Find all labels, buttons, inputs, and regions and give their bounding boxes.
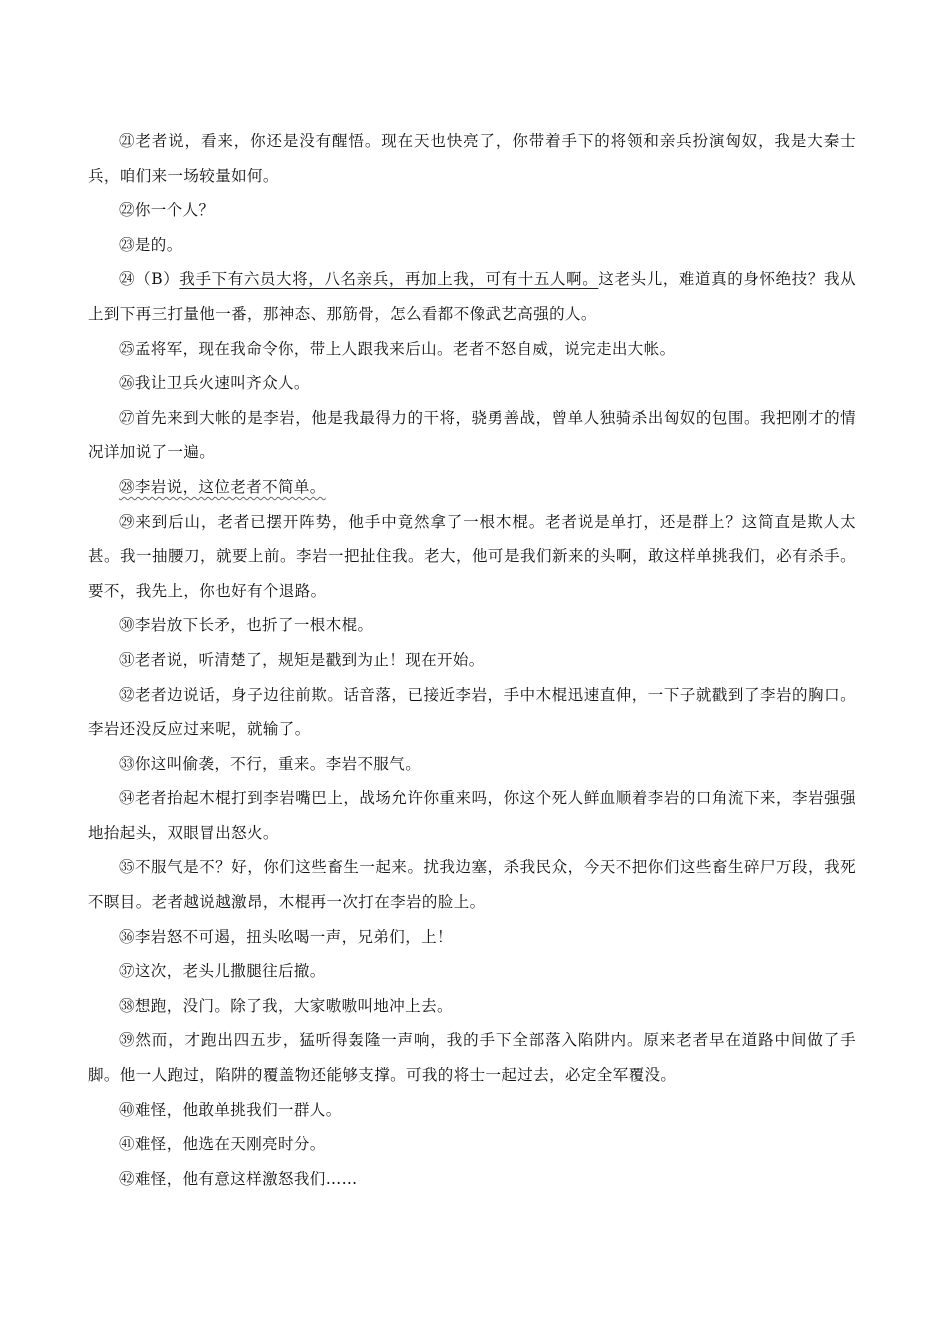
paragraph-26: ㉖我让卫兵火速叫齐众人。 [119,374,310,393]
paragraph-24-rest: 这老头儿，难道真的身怀绝技？我从上到下再三打量他一番，那神态、那筋骨，怎么看都不像武艺高强的人。 [88,270,856,323]
paragraph-39: ㊴然而，才跑出四五步，猛听得轰隆一声响，我的手下全部落入陷阱内。原来老者早在道路中间做了手脚。他一人跑过，陷阱的覆盖物还能够支撑。可我的将士一起过去，必定全军覆没。 [88,1031,856,1085]
story-text [88,124,856,1196]
paragraph-21: ㉑老者说，看来，你还是没有醒悟。现在天也快亮了，你带着手下的将领和亲兵扮演匈奴，我是大秦士兵，咱们来一场较量如何。 [88,132,856,185]
paragraph-34: ㉞老者抬起木棍打到李岩嘴巴上，战场允许你重来吗，你这个死人鲜血顺着李岩的口角流下来，李岩强强地抬起头，双眼冒出怒火。 [88,789,856,842]
paragraph-40: ㊵难怪，他敢单挑我们一群人。 [119,1100,342,1119]
paragraph-38: ㊳想跑，没门。除了我，大家嗷嗷叫地冲上去。 [119,996,453,1015]
wavy-underlined-sentence: ㉘李岩说，这位老者不简单。 [119,477,326,496]
paragraph-31: ㉛老者说，听清楚了，规矩是戳到为止！现在开始。 [119,650,485,669]
paragraph-37: ㊲这次，老头儿撒腿往后撤。 [119,962,326,981]
paragraph-35: ㉟不服气是不？好，你们这些畜生一起来。扰我边塞，杀我民众，今天不把你们这些畜生碎尸万段，我死不瞑目。老者越说越激昂，木棍再一次打在李岩的脸上。 [88,858,856,912]
paragraph-22: ㉒你一个人？ [119,201,215,220]
paragraph-30: ㉚李岩放下长矛，也折了一根木棍。 [119,616,374,635]
paragraph-36: ㊱李岩怒不可遏，扭头吆喝一声，兄弟们，上！ [119,927,453,946]
paragraph-24-marker: ㉔（B） [119,270,180,289]
paragraph-41: ㊶难怪，他选在天刚亮时分。 [119,1135,326,1154]
paragraph-28 [88,470,856,505]
underlined-sentence-b: 我手下有六员大将，八名亲兵，再加上我，可有十五人啊。 [179,270,599,289]
paragraph-29: ㉙来到后山，老者已摆开阵势，他手中竟然拿了一根木棍。老者说是单打，还是群上？这简直是欺人太甚。我一抽腰刀，就要上前。李岩一把扯住我。老大，他可是我们新来的头啊，敢这样单挑我们，必有杀手。要不，我先上，你也好有个退路。 [88,512,856,600]
paragraph-42: ㊷难怪，他有意这样激怒我们…… [119,1169,358,1188]
paragraph-33: ㉝你这叫偷袭，不行，重来。李岩不服气。 [119,754,422,773]
paragraph-23: ㉓是的。 [119,235,183,254]
paragraph-25: ㉕孟将军，现在我命令你，带上人跟我来后山。老者不怒自威，说完走出大帐。 [119,339,676,358]
paragraph-24 [88,262,856,331]
paragraph-32: ㉜老者边说话，身子边往前欺。话音落，已接近李岩，手中木棍迅速直伸，一下子就戳到了李岩的胸口。李岩还没反应过来呢，就输了。 [88,685,856,739]
paragraph-27: ㉗首先来到大帐的是李岩，他是我最得力的干将，骁勇善战，曾单人独骑杀出匈奴的包围。我把刚才的情况详加说了一遍。 [88,408,856,462]
